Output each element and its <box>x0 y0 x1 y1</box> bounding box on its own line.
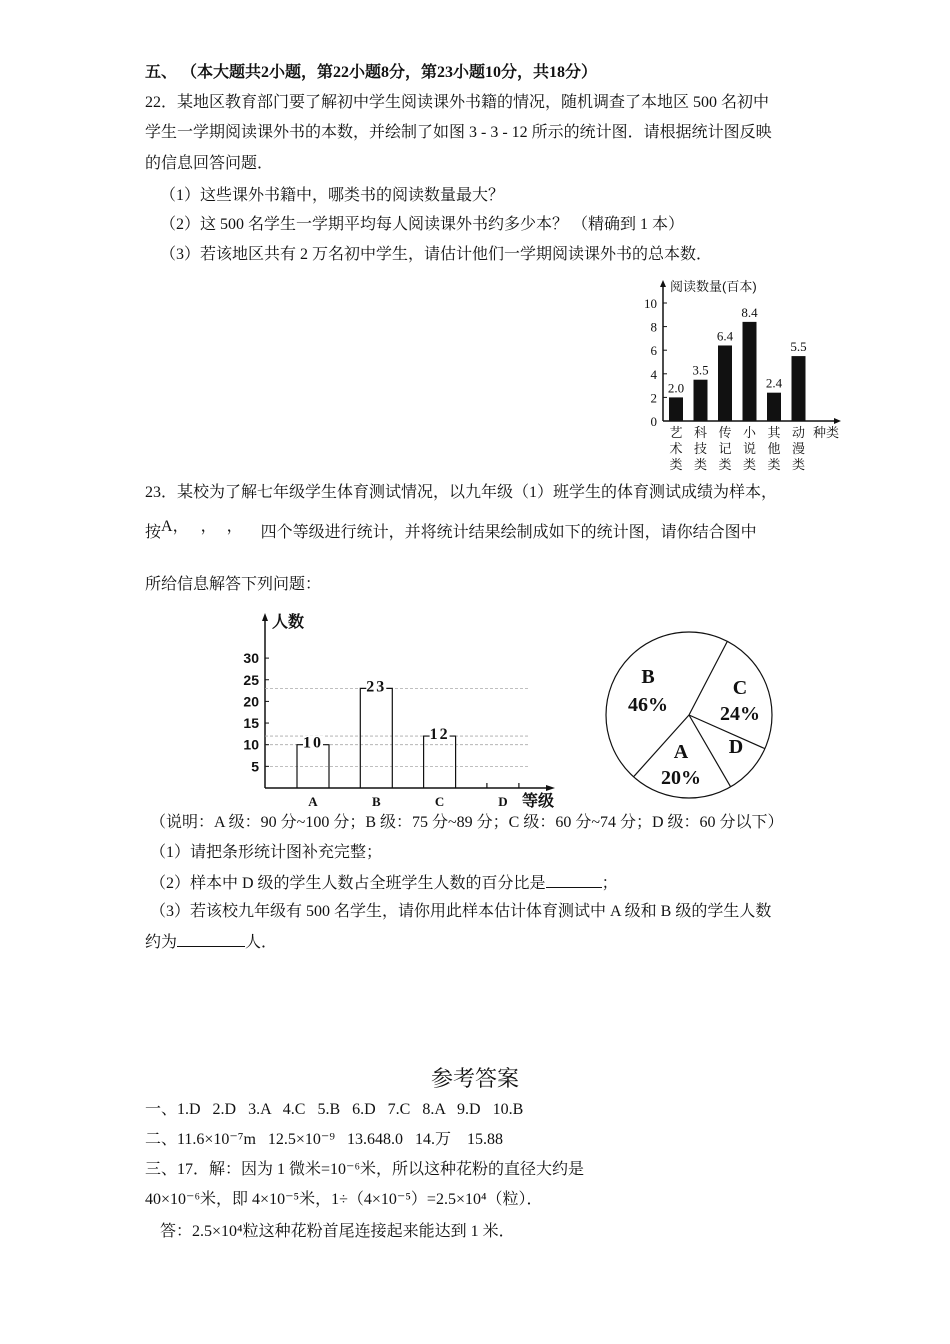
category-label-char: 小 <box>742 425 757 440</box>
category-label-char: 他 <box>767 441 781 456</box>
category-label-char: 漫 <box>791 441 806 456</box>
answer-line: 三、17．解：因为 1 微米=10⁻⁶米，所以这种花粉的直径大约是 <box>145 1161 585 1178</box>
q23-sub1: （1）请把条形统计图补充完整； <box>150 844 383 861</box>
pie-slice-label: C <box>732 677 748 699</box>
answers-title: 参考答案 <box>430 1067 519 1092</box>
x-axis-arrow <box>546 785 555 791</box>
bar <box>743 322 757 421</box>
x-axis-label: 种类 <box>813 425 840 440</box>
semicolon: ； <box>601 875 618 892</box>
bar-value-label: 2.0 <box>667 380 685 396</box>
x-axis-label: 等级 <box>522 793 555 810</box>
pie-slice-label: D <box>728 736 744 758</box>
bar <box>360 688 392 788</box>
y-tick-label: 10 <box>644 296 657 311</box>
section-header: 五、 （本大题共2小题，第22小题8分，第23小题10分，共18分） <box>145 64 598 81</box>
q23-sub3b-text: 约为 <box>145 934 178 951</box>
y-tick-label: 30 <box>243 650 259 667</box>
answer-blank[interactable] <box>177 932 245 947</box>
bar-value-label: 2.4 <box>765 375 783 391</box>
answer-line: 一、1.D 2.D 3.A 4.C 5.B 6.D 7.C 8.A 9.D 10.B <box>145 1101 524 1118</box>
bar <box>669 397 683 421</box>
grade-a: A， <box>161 518 181 535</box>
comma: ， <box>200 518 209 535</box>
category-label: D <box>498 794 508 809</box>
grade-bar-chart <box>230 605 570 815</box>
category-label-char: 类 <box>767 457 781 472</box>
category-label-char: 类 <box>693 457 708 472</box>
bar <box>792 356 806 421</box>
y-axis-arrow <box>262 613 268 621</box>
y-tick-label: 0 <box>650 414 657 429</box>
y-tick-label: 25 <box>243 671 259 688</box>
pie-slice-label: B <box>641 666 655 688</box>
q23-prefix: 按 <box>145 524 162 541</box>
category-label: A <box>308 794 318 809</box>
y-tick-label: 10 <box>243 736 259 753</box>
pie-slice-percent: 24% <box>720 703 760 725</box>
answer-line: 二、11.6×10⁻⁷m 12.5×10⁻⁹ 13.648.0 14.万 15.88 <box>145 1131 503 1148</box>
answer-blank[interactable] <box>546 873 602 888</box>
pie-slice-percent: 46% <box>628 694 668 716</box>
category-label-char: 类 <box>791 457 806 472</box>
bar-value-label: 23 <box>366 678 387 696</box>
answer-line: 40×10⁻⁶米，即 4×10⁻⁵米，1÷（4×10⁻⁵）=2.5×10⁴（粒）． <box>145 1191 543 1208</box>
y-tick-label: 6 <box>650 343 657 359</box>
bar-value-label: 3.5 <box>692 362 709 378</box>
category-label-char: 传 <box>718 425 732 440</box>
y-tick-label: 2 <box>650 390 657 406</box>
y-tick-label: 15 <box>243 715 259 732</box>
y-axis-label: 人数 <box>272 614 305 631</box>
bar-value-label: 8.4 <box>741 304 758 320</box>
pie-slice-percent: 20% <box>661 767 701 789</box>
bar-value-label: 12 <box>429 726 450 744</box>
q23-line3: 所给信息解答下列问题： <box>145 576 322 593</box>
category-label-char: 术 <box>669 441 683 456</box>
q22-line: 22．某地区教育部门要了解初中学生阅读课外书籍的情况，随机调查了本地区 500 名初中 <box>145 94 770 111</box>
bar <box>424 736 456 788</box>
reading-bar-chart <box>630 275 850 475</box>
answer-line: 答：2.5×10⁴粒这种花粉首尾连接起来能达到 1 米． <box>160 1223 515 1240</box>
x-axis-arrow <box>834 418 841 424</box>
q23-sub2 <box>150 873 618 894</box>
q23-sub3: （3）若该校九年级有 500 名学生，请你用此样本估计体育测试中 A 级和 B 级的学生人数 <box>150 903 772 920</box>
comma: ， <box>226 518 243 535</box>
category-label-char: 动 <box>791 425 806 440</box>
category-label-char: 技 <box>693 441 708 456</box>
q23-sub3b <box>145 932 277 953</box>
y-axis-label: 阅读数量(百本) <box>670 279 757 294</box>
y-tick-label: 5 <box>251 758 259 775</box>
y-tick-label: 8 <box>650 319 657 335</box>
q23-sub2-text: （2）样本中 D 级的学生人数占全班学生人数的百分比是 <box>150 875 546 892</box>
bar-value-label: 10 <box>303 734 323 752</box>
category-label-char: 类 <box>669 457 683 472</box>
y-tick-label: 20 <box>243 693 259 710</box>
pie-slice-label: A <box>673 741 689 763</box>
category-label-char: 艺 <box>669 425 683 440</box>
q23-line2 <box>145 518 757 543</box>
bar <box>694 380 708 421</box>
bar-value-label: 6.4 <box>716 328 734 344</box>
category-label-char: 类 <box>742 457 757 472</box>
q22-sub1: （1）这些课外书籍中，哪类书的阅读数量最大？ <box>160 187 505 204</box>
category-label-char: 类 <box>718 457 732 472</box>
q22-sub3: （3）若该地区共有 2 万名初中学生，请估计他们一学期阅读课外书的总本数． <box>160 246 713 263</box>
q23-note: （说明：A 级：90 分~100 分；B 级：75 分~89 分；C 级：60 分~74 分；D 级：60 分以下） <box>150 814 784 831</box>
category-label-char: 记 <box>718 441 732 456</box>
category-label: C <box>434 794 445 809</box>
q23-line1: 23．某校为了解七年级学生体育测试情况，以九年级（1）班学生的体育测试成绩为样本， <box>145 484 778 501</box>
q23-rest: 四个等级进行统计，并将统计结果绘制成如下的统计图，请你结合图中 <box>260 524 757 541</box>
category-label: B <box>371 794 381 809</box>
y-axis-arrow <box>660 280 666 287</box>
y-tick-label: 4 <box>650 366 657 382</box>
bar <box>767 393 781 421</box>
category-label-char: 科 <box>693 425 708 440</box>
q22-sub2: （2）这 500 名学生一学期平均每人阅读课外书约多少本？ （精确到 1 本） <box>160 216 685 233</box>
q22-line: 学生一学期阅读课外书的本数，并绘制了如图 3 - 3 - 12 所示的统计图．请根据统计图反映 <box>145 124 772 141</box>
grade-pie-chart <box>600 625 780 810</box>
unit: 人． <box>245 934 278 951</box>
category-label-char: 说 <box>742 441 757 456</box>
bar-value-label: 5.5 <box>790 339 807 355</box>
category-label-char: 其 <box>767 425 781 440</box>
q22-line: 的信息回答问题． <box>145 155 274 172</box>
bar <box>718 345 732 421</box>
